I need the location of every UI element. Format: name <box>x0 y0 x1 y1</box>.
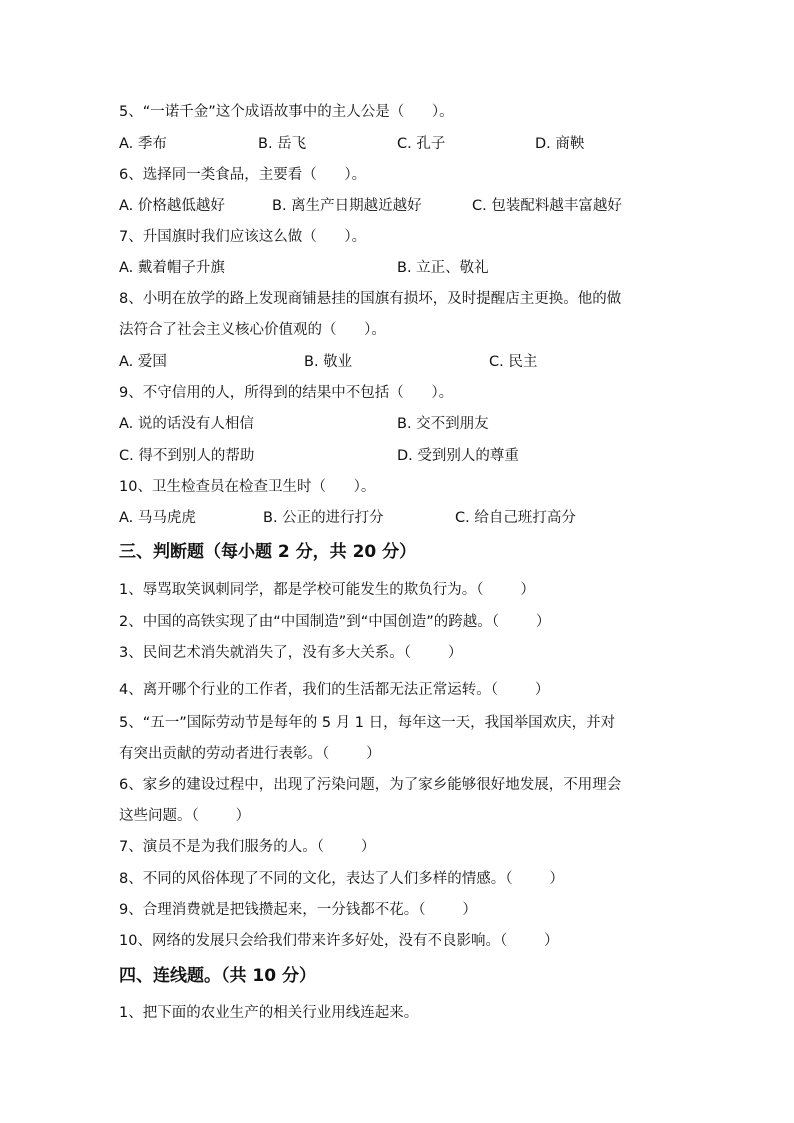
question-5-text: 5、“一诺千金”这个成语故事中的主人公是（ ）。 <box>119 104 454 120</box>
q6-option-b: B. 离生产日期越近越好 <box>272 198 422 214</box>
q6-option-a: A. 价格越低越好 <box>119 198 225 214</box>
q8-option-c: C. 民主 <box>489 354 538 370</box>
q8-option-a: A. 爱国 <box>119 354 167 370</box>
q6-option-c: C. 包装配料越丰富越好 <box>472 198 622 214</box>
q10-option-c: C. 给自己班打高分 <box>455 510 576 526</box>
judge-question-8: 8、不同的风俗体现了不同的文化，表达了人们多样的情感。（ ） <box>119 871 564 887</box>
q9-option-a: A. 说的话没有人相信 <box>119 416 254 432</box>
judge-question-1: 1、辱骂取笑讽刺同学，都是学校可能发生的欺负行为。（ ） <box>119 582 535 598</box>
q10-option-a: A. 马马虎虎 <box>119 510 196 526</box>
section-4-heading: 四、连线题。（共 10 分） <box>119 966 316 986</box>
matching-question-1: 1、把下面的农业生产的相关行业用线连起来。 <box>119 1005 419 1021</box>
question-7-text: 7、升国旗时我们应该这么做（ ）。 <box>119 229 367 245</box>
q9-option-b: B. 交不到朋友 <box>397 416 489 432</box>
judge-question-6-line1: 6、家乡的建设过程中，出现了污染问题，为了家乡能够很好地发展，不用理会 <box>119 777 622 793</box>
q5-option-c: C. 孔子 <box>397 136 446 152</box>
q5-option-a: A. 季布 <box>119 136 167 152</box>
q7-option-b: B. 立正、敬礼 <box>397 260 489 276</box>
judge-question-5-line1: 5、“五一”国际劳动节是每年的 5 月 1 日，每年这一天，我国举国欢庆，并对 <box>119 715 616 731</box>
q8-option-b: B. 敬业 <box>304 354 353 370</box>
judge-question-2: 2、中国的高铁实现了由“中国制造”到“中国创造”的跨越。（ ） <box>119 614 551 630</box>
judge-question-6-line2: 这些问题。（ ） <box>119 808 251 824</box>
section-3-heading: 三、判断题（每小题 2 分，共 20 分） <box>119 542 417 562</box>
judge-question-4: 4、离开哪个行业的工作者，我们的生活都无法正常运转。（ ） <box>119 682 550 698</box>
q5-option-b: B. 岳飞 <box>258 136 307 152</box>
q10-option-b: B. 公正的进行打分 <box>263 510 384 526</box>
q9-option-d: D. 受到别人的尊重 <box>397 448 519 464</box>
question-6-text: 6、选择同一类食品，主要看（ ）。 <box>119 167 367 183</box>
judge-question-7: 7、演员不是为我们服务的人。（ ） <box>119 839 376 855</box>
q7-option-a: A. 戴着帽子升旗 <box>119 260 225 276</box>
question-9-text: 9、不守信用的人，所得到的结果中不包括（ ）。 <box>119 385 454 401</box>
judge-question-3: 3、民间艺术消失就消失了，没有多大关系。（ ） <box>119 645 463 661</box>
question-10-text: 10、卫生检查员在检查卫生时（ ）。 <box>119 479 376 495</box>
judge-question-5-line2: 有突出贡献的劳动者进行表彰。（ ） <box>119 746 381 762</box>
q9-option-c: C. 得不到别人的帮助 <box>119 448 255 464</box>
judge-question-9: 9、合理消费就是把钱攒起来，一分钱都不花。（ ） <box>119 902 477 918</box>
q5-option-d: D. 商鞅 <box>535 136 585 152</box>
question-8-text-line1: 8、小明在放学的路上发现商铺悬挂的国旗有损坏，及时提醒店主更换。他的做 <box>119 291 622 307</box>
question-8-text-line2: 法符合了社会主义核心价值观的（ ）。 <box>119 322 386 338</box>
judge-question-10: 10、网络的发展只会给我们带来许多好处，没有不良影响。（ ） <box>119 933 559 949</box>
